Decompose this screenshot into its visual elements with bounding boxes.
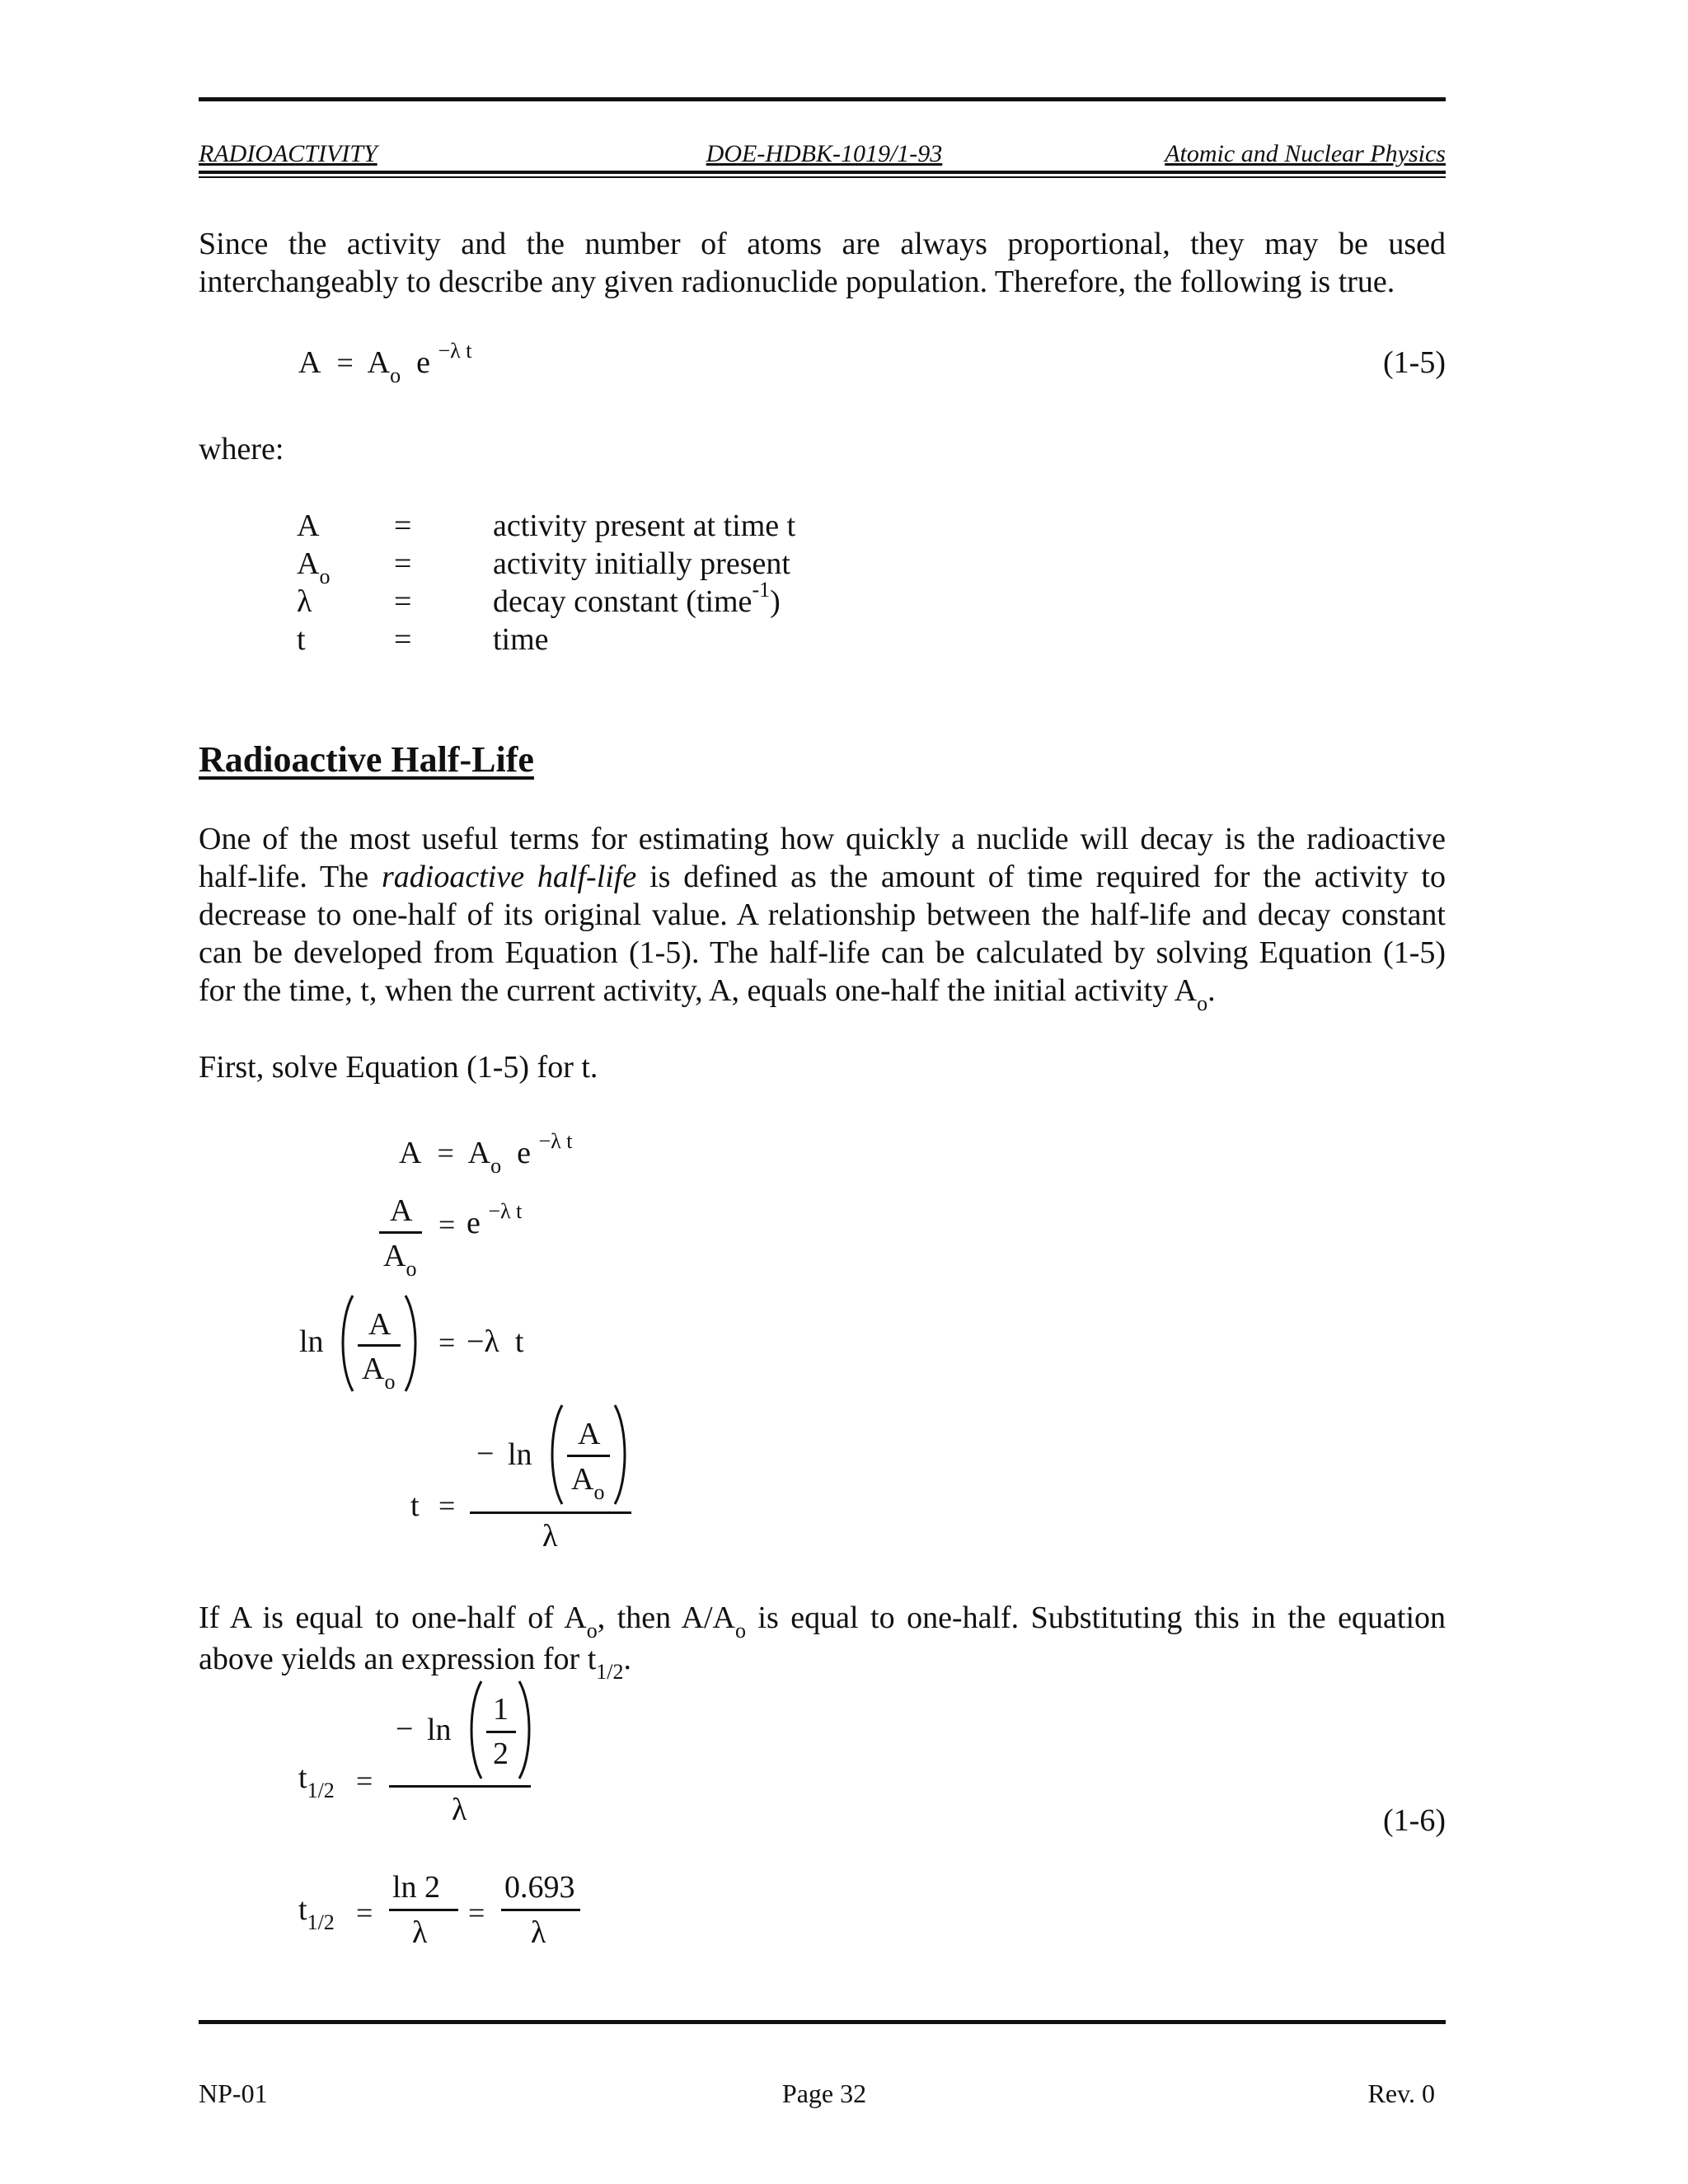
fraction-bar [567,1455,610,1457]
fraction-numerator: 0.693 [504,1870,575,1905]
equals-sign: = [438,1208,456,1241]
t-label: t [410,1488,420,1523]
t-half-label: $t_{1/2}$ [298,1760,335,1802]
left-paren [336,1294,356,1393]
rhs: −λ t [467,1324,524,1359]
derivation-line-1: $A = A_o$ e $^{-\lambda t}$ [399,1129,573,1178]
footer-left: NP-01 [199,2079,268,2108]
header-bottom-rule [199,171,1446,174]
fraction-bar [358,1344,401,1347]
header-top-rule [199,97,1446,101]
footer-right: Rev. 0 [1367,2079,1435,2108]
substitution-paragraph: If A is equal to one-half of $A_o$, then $A/A_o$ is equal to one-half. Substituting this in the equation above yields an expression for $t_{1/2}$. [199,1601,1447,1684]
equals-sign: = [438,1326,456,1359]
left-paren [546,1404,565,1506]
fraction-denominator: $A_o$ [383,1239,417,1281]
fraction-bar [389,1909,458,1911]
fraction-denominator: $A_o$ [362,1352,396,1394]
fraction-denominator: $A_o$ [571,1462,605,1504]
ln-label: ln [508,1437,532,1472]
ln-label: ln [299,1324,324,1359]
first-solve-text: First, solve Equation (1-5) for t. [199,1050,598,1085]
fraction-denominator: 2 [493,1736,509,1771]
equals-sign: = [356,1765,373,1797]
fraction-denominator: λ [412,1915,428,1950]
equals-sign: = [468,1896,485,1929]
fraction-denominator: λ [531,1915,546,1950]
ln-label: ln [427,1713,452,1747]
right-paren [516,1680,536,1780]
minus-sign: − [476,1436,495,1471]
minus-sign: − [396,1712,414,1746]
fraction-numerator: 1 [493,1692,509,1727]
intro-paragraph: Since the activity and the number of atoms are always proportional, they may be used interchangeably to describe any given radionuclide population. Therefore, the following is true. [199,227,1446,299]
header-bottom-rule-2 [199,176,1446,178]
header-center: DOE-HDBK-1019/1-93 [706,140,943,167]
main-fraction-bar [389,1785,531,1788]
equals-sign: = [356,1896,373,1929]
fraction-bar [379,1231,422,1234]
section-heading: Radioactive Half-Life [199,739,534,780]
right-paren [612,1404,631,1506]
equals-sign: = [438,1489,456,1522]
main-fraction-bar [470,1511,631,1514]
exp-term: e $^{-\lambda t}$ [467,1199,523,1240]
footer-rule [199,2020,1446,2024]
fraction-bar [486,1731,516,1733]
fraction-numerator: A [578,1417,601,1451]
header-left: RADIOACTIVITY [199,140,377,167]
halflife-paragraph: One of the most useful terms for estimating how quickly a nuclide will decay is the radioactive half-life. The radioactive half-life is defined as the amount of time required for the activity to decrease to one-half of its original value. A relationship between the half-life and decay constant can be developed from Equation (1-5). The half-life can be calculated by solving Equation (1-5) for the time, t, when the current activity, A, equals one-half the initial activity $A_o$. [199,822,1446,1015]
t-half-label: $t_{1/2}$ [298,1892,335,1934]
equation-number-1-5: (1-5) [1383,345,1446,380]
fraction-numerator: A [368,1307,392,1342]
equation-1-5: $A = A_o$ e $^{-\lambda t}$ [298,339,472,387]
fraction-numerator: A [390,1193,413,1228]
left-paren [465,1680,485,1780]
lambda-denominator: λ [452,1793,467,1827]
header-right: Atomic and Nuclear Physics [1165,140,1446,167]
fraction-numerator: ln 2 [392,1870,441,1905]
footer-center: Page 32 [781,2079,867,2108]
right-paren [402,1294,422,1393]
equation-number-1-6: (1-6) [1383,1803,1446,1838]
where-label: where: [199,432,284,466]
lambda-denominator: λ [542,1519,558,1554]
fraction-bar [501,1909,580,1911]
